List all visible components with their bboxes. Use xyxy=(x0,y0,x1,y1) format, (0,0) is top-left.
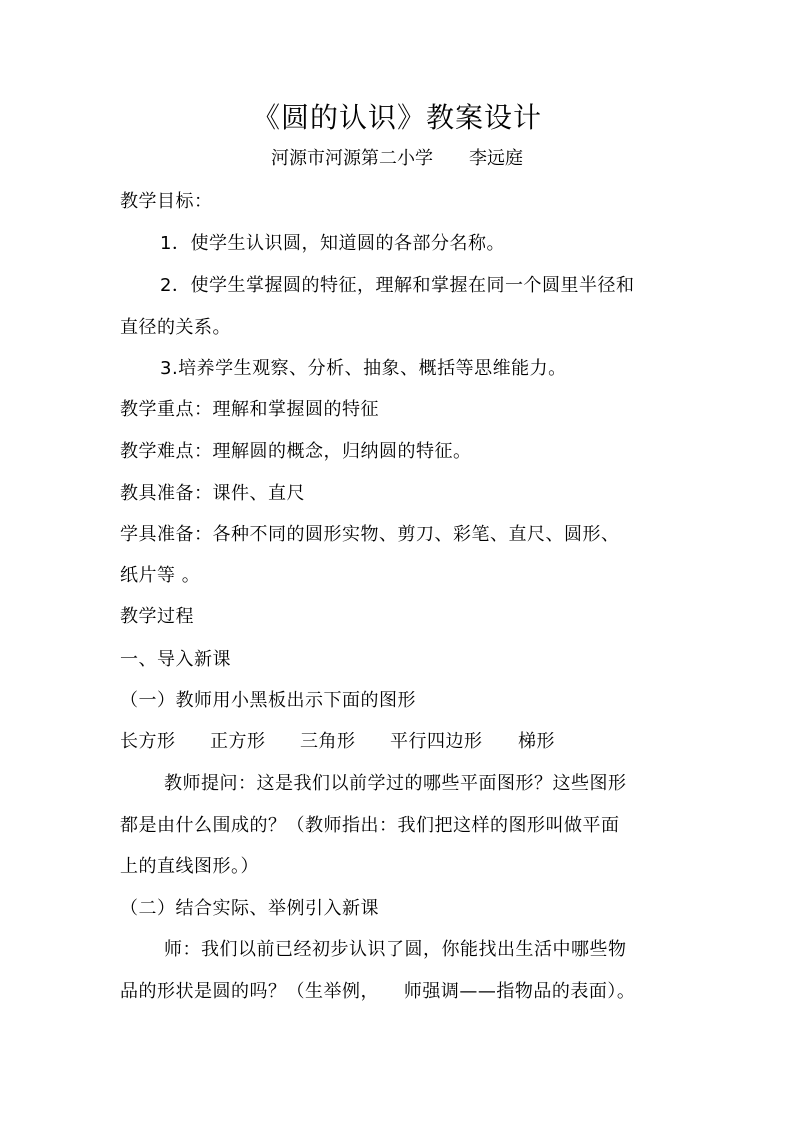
document-title: 《圆的认识》教案设计 xyxy=(251,101,542,134)
shape-item: 平行四边形 xyxy=(390,731,483,752)
shape-item: 梯形 xyxy=(518,731,555,752)
shape-item: 长方形 xyxy=(120,731,176,752)
author-name: 李远庭 xyxy=(469,148,523,169)
process-heading: 教学过程 xyxy=(120,606,194,627)
subsection-1-heading: （一）教师用小黑板出示下面的图形 xyxy=(120,690,416,711)
shape-item: 三角形 xyxy=(300,731,356,752)
student-tools-line-1: 学具准备：各种不同的圆形实物、剪刀、彩笔、直尺、圆形、 xyxy=(120,524,620,545)
subsection-2-heading: （二）结合实际、举例引入新课 xyxy=(120,898,379,919)
key-point: 教学重点：理解和掌握圆的特征 xyxy=(120,399,379,420)
teacher-speech-line-2: 品的形状是圆的吗？（生举例， 师强调——指物品的表面）。 xyxy=(120,981,636,1002)
teacher-tools: 教具准备：课件、直尺 xyxy=(120,483,305,504)
school-name: 河源市河源第二小学 xyxy=(271,148,433,169)
goal-3: 3.培养学生观察、分析、抽象、概括等思维能力。 xyxy=(160,358,567,379)
teacher-question-line-3: 上的直线图形。） xyxy=(120,856,259,877)
goals-heading: 教学目标： xyxy=(120,191,213,212)
section-1-heading: 一、导入新课 xyxy=(120,649,231,670)
goal-1: 1．使学生认识圆，知道圆的各部分名称。 xyxy=(160,233,505,254)
difficulty: 教学难点：理解圆的概念，归纳圆的特征。 xyxy=(120,441,472,462)
shape-list xyxy=(120,730,555,754)
shape-item: 正方形 xyxy=(210,731,266,752)
teacher-question-line-1: 教师提问：这是我们以前学过的哪些平面图形？这些图形 xyxy=(164,773,627,794)
goal-2-line-1: 2．使学生掌握圆的特征，理解和掌握在同一个圆里半径和 xyxy=(160,275,635,296)
goal-2-line-2: 直径的关系。 xyxy=(120,317,231,338)
student-tools-line-2: 纸片等 。 xyxy=(120,565,201,586)
teacher-speech-line-1: 师：我们以前已经初步认识了圆，你能找出生活中哪些物 xyxy=(164,939,627,960)
author-line xyxy=(0,147,794,171)
teacher-question-line-2: 都是由什么围成的？（教师指出：我们把这样的图形叫做平面 xyxy=(120,815,620,836)
